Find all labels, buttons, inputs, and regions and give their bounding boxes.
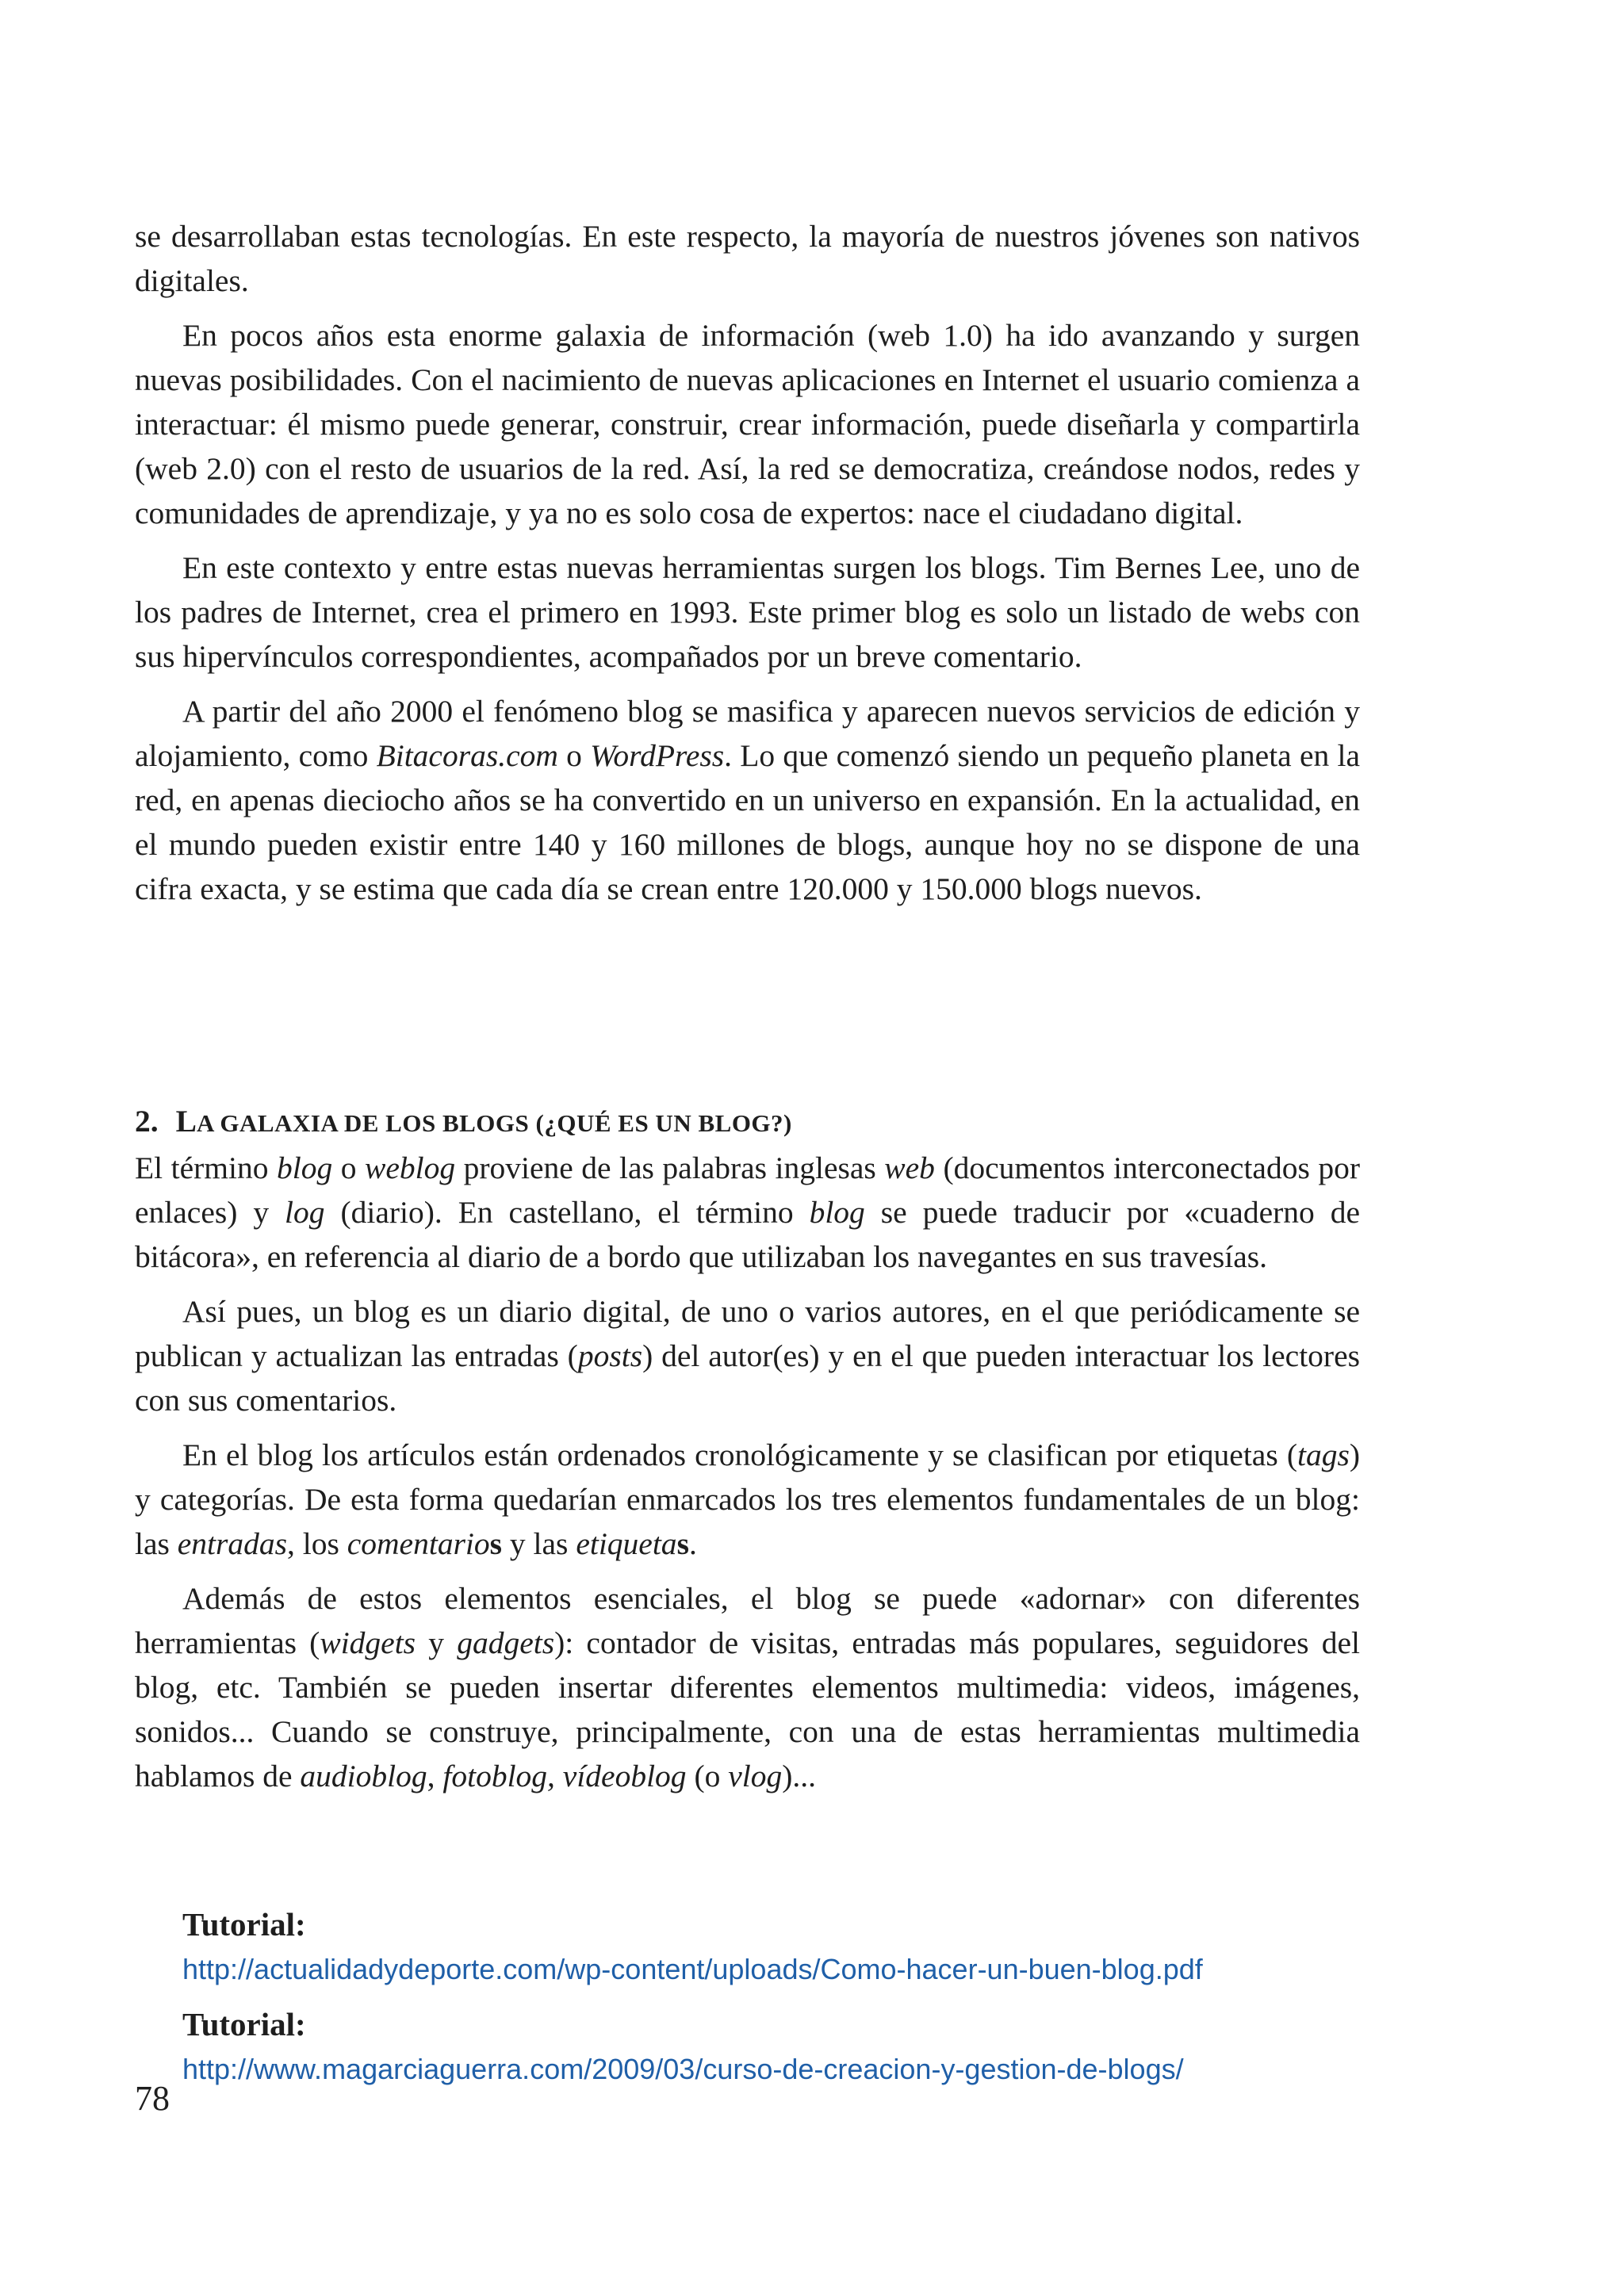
text-run: y — [416, 1625, 458, 1660]
text-run: proviene de las palabras inglesas — [455, 1150, 885, 1185]
italic-run: fotoblog, vídeoblog — [442, 1759, 687, 1793]
text-run: (documentos interconectados por enlaces) y — [135, 1150, 1360, 1230]
text-run: con sus hipervínculos correspondientes, acompañados por un breve comentario. — [135, 595, 1360, 674]
italic-run: weblog — [364, 1150, 456, 1185]
italic-run: log — [285, 1195, 325, 1230]
page-number: 78 — [135, 2079, 170, 2118]
italic-run: web — [884, 1150, 935, 1185]
body-paragraph-1 — [135, 1146, 1360, 1279]
italic-run: posts — [577, 1338, 643, 1373]
text-run: . Lo que comenzó siendo un pequeño planeta en la red, en apenas dieciocho años se ha convertido en un universo en expansión. En la actualidad, en el mundo pueden existir entre 140 y 160 millones de blogs, aunque hoy no se dispone de una cifra exacta, y se estima que cada día se crean entre 120.000 y 150.000 blogs nuevos. — [135, 738, 1360, 906]
body-paragraph-4 — [135, 1576, 1360, 1798]
intro-paragraph-3 — [135, 545, 1360, 679]
tutorial-link[interactable]: http://www.magarciaguerra.com/2009/03/curso-de-creacion-y-gestion-de-blogs/ — [182, 2053, 1184, 2085]
italic-run: audioblog — [300, 1759, 427, 1793]
intro-text — [135, 214, 1360, 911]
text-run: Además de estos elementos esenciales, el blog se puede «adornar» con diferentes herramientas ( — [135, 1581, 1360, 1660]
text-run: ) del autor(es) y en el que pueden interactuar los lectores con sus comentarios. — [135, 1338, 1360, 1418]
section-title-initial: L — [175, 1104, 197, 1139]
text-run: , los — [287, 1526, 347, 1561]
tutorial-block-1 — [182, 1904, 1356, 1987]
italic-run: blog — [276, 1150, 333, 1185]
section-title: A GALAXIA DE LOS BLOGS (¿QUÉ ES UN BLOG?) — [196, 1109, 792, 1137]
text-run: El término — [135, 1150, 277, 1185]
section-number: 2. — [135, 1104, 159, 1139]
italic-run: blog — [809, 1195, 865, 1230]
text-run: En este contexto y entre estas nuevas herramientas surgen los blogs. Tim Bernes Lee, uno de los padres de Internet, crea el primero en 1993. Este primer blog es solo un listado de web — [135, 550, 1360, 630]
section-heading — [135, 1099, 1360, 1146]
section-body — [135, 1146, 1360, 1798]
tutorial-block-2 — [182, 2004, 1356, 2087]
text-run: ): contador de visitas, entradas más populares, seguidores del blog, etc. También se pueden insertar diferentes elementos multimedia: videos, imágenes, sonidos... Cuando se construye, principalmente, con una de estas herramientas multimedia hablamos de — [135, 1625, 1360, 1793]
body-paragraph-3 — [135, 1433, 1360, 1566]
text-run: y las — [502, 1526, 576, 1561]
intro-paragraph-1: se desarrollaban estas tecnologías. En este respecto, la mayoría de nuestros jóvenes son nativos digitales. — [135, 219, 1360, 298]
text-run: ) y categorías. De esta forma quedarían enmarcados los tres elementos fundamentales de un blog: las — [135, 1437, 1360, 1561]
text-run: se puede traducir por «cuaderno de bitácora», en referencia al diario de a bordo que utilizaban los navegantes en sus travesías. — [135, 1195, 1360, 1274]
bold-run: s — [489, 1526, 503, 1561]
text-run: En el blog los artículos están ordenados cronológicamente y se clasifican por etiquetas ( — [182, 1437, 1297, 1472]
italic-run: tags — [1297, 1437, 1350, 1472]
tutorial-link[interactable]: http://actualidadydeporte.com/wp-content/uploads/Como-hacer-un-buen-blog.pdf — [182, 1953, 1203, 1985]
italic-run: s — [1293, 595, 1305, 630]
text-run: o — [557, 738, 591, 773]
text-run: (o — [686, 1759, 729, 1793]
text-run: . — [688, 1526, 697, 1561]
text-run: o — [332, 1150, 365, 1185]
italic-run: comentario — [347, 1526, 490, 1561]
intro-paragraph-4 — [135, 689, 1360, 911]
tutorial-title: Tutorial: — [182, 2006, 306, 2042]
italic-run: Bitacoras.com — [376, 738, 558, 773]
italic-run: gadgets — [457, 1625, 555, 1660]
text-run: Así pues, un blog es un diario digital, de uno o varios autores, en el que periódicamente se publican y actualizan las entradas ( — [135, 1294, 1360, 1373]
text-run: )... — [782, 1759, 817, 1793]
text-run: , — [427, 1759, 443, 1793]
italic-run: vlog — [728, 1759, 783, 1793]
italic-run: entradas — [177, 1526, 288, 1561]
bold-run: s — [676, 1526, 689, 1561]
italic-run: WordPress — [590, 738, 725, 773]
tutorial-title: Tutorial: — [182, 1906, 306, 1943]
body-paragraph-2 — [135, 1289, 1360, 1422]
intro-paragraph-2: En pocos años esta enorme galaxia de información (web 1.0) ha ido avanzando y surgen nuevas posibilidades. Con el nacimiento de nuevas aplicaciones en Internet el usuario comienza a interactuar: él mismo puede generar, construir, crear información, puede diseñarla y compartirla (web 2.0) con el resto de usuarios de la red. Así, la red se democratiza, creándose nodos, redes y comunidades de aprendizaje, y ya no es solo cosa de expertos: nace el ciudadano digital. — [135, 318, 1360, 530]
italic-run: widgets — [320, 1625, 416, 1660]
italic-run: etiqueta — [576, 1526, 677, 1561]
text-run: A partir del año 2000 el fenómeno blog se masifica y aparecen nuevos servicios de edición y alojamiento, como — [135, 694, 1360, 773]
text-run: (diario). En castellano, el término — [324, 1195, 810, 1230]
